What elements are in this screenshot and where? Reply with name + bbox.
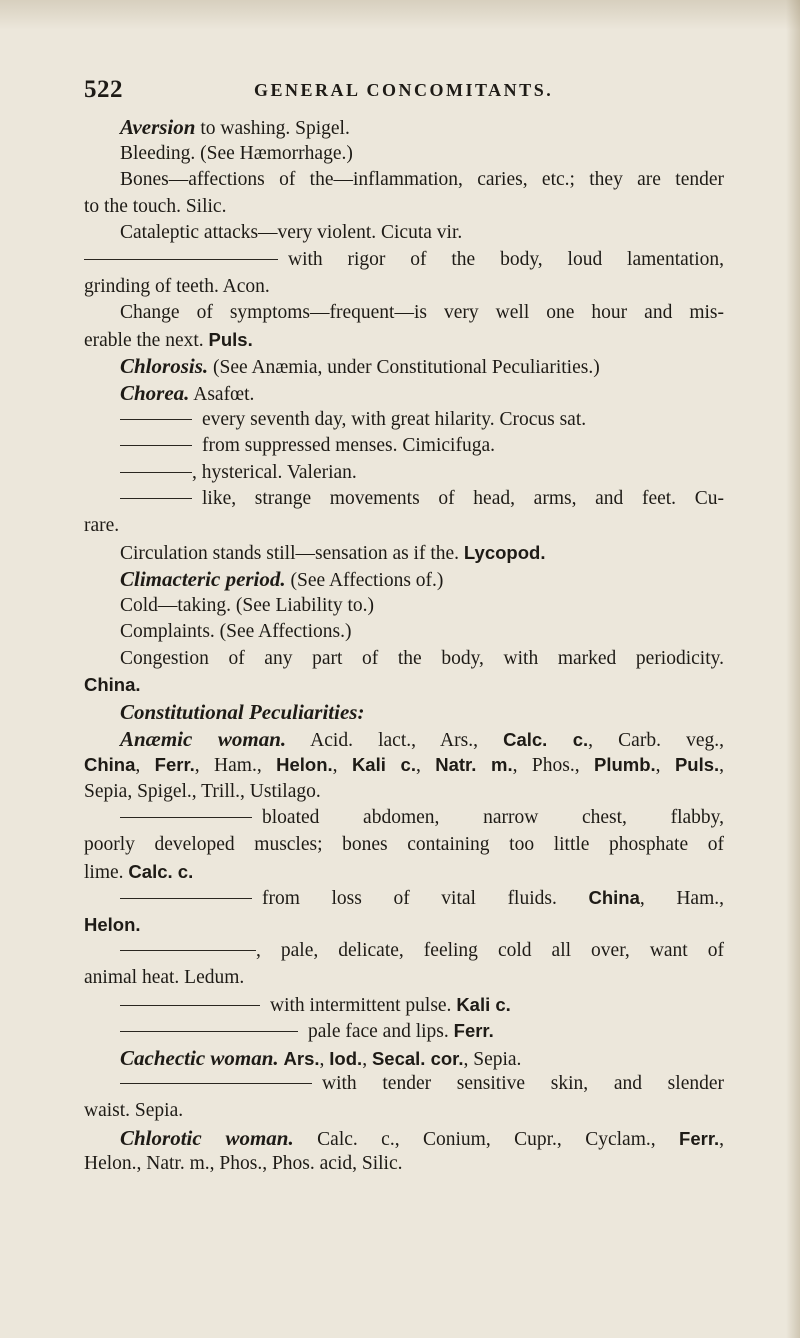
remedy: Helon. bbox=[84, 913, 141, 935]
entry-anaemic: Anæmic woman. Acid. lact., Ars., Calc. c., Carb. veg., bbox=[120, 726, 724, 751]
entry-pulse: with intermittent pulse. Kali c. bbox=[84, 992, 724, 1019]
rubric: Chorea. bbox=[120, 380, 190, 405]
entry-cataleptic-sub-line2: grinding of teeth. Acon. bbox=[84, 275, 270, 297]
page-shadow-top bbox=[0, 0, 800, 30]
entry-complaints: Complaints. (See Affections.) bbox=[120, 621, 352, 643]
ditto-dash bbox=[120, 950, 256, 951]
entry-cataleptic-sub: with rigor of the body, loud lamentation, bbox=[84, 247, 724, 274]
remedy: Kali c. bbox=[456, 993, 511, 1015]
entry-bones-line2: to the touch. Silic. bbox=[84, 195, 227, 217]
entry-bloated: bloated abdomen, narrow chest, flabby, bbox=[84, 805, 724, 832]
rubric: Cachectic woman. bbox=[120, 1045, 279, 1070]
entry-congestion: Congestion of any part of the body, with marked periodicity. bbox=[120, 647, 724, 669]
entry-change-line1: Change of symptoms—frequent—is very well one hour and mis- bbox=[120, 302, 724, 324]
remedy: Calc. c. bbox=[128, 860, 194, 882]
ditto-dash bbox=[120, 817, 252, 818]
running-title: GENERAL CONCOMITANTS. bbox=[254, 80, 554, 100]
rubric: Anæmic woman. bbox=[120, 726, 287, 751]
remedy: Ferr. bbox=[453, 1020, 494, 1042]
entry-anaemic-line3: Sepia, Spigel., Trill., Ustilago. bbox=[84, 780, 321, 802]
ditto-dash bbox=[120, 898, 252, 899]
entry-vital: from loss of vital fluids. China, Ham., bbox=[84, 885, 724, 912]
rubric: Aversion bbox=[120, 115, 196, 139]
entry-cold: Cold—taking. (See Liability to.) bbox=[120, 594, 375, 616]
ditto-dash bbox=[120, 498, 192, 499]
rubric: Climacteric period. bbox=[120, 567, 286, 592]
running-header bbox=[84, 76, 724, 106]
page-body bbox=[84, 114, 724, 1178]
ditto-dash bbox=[120, 445, 192, 446]
entry-anaemic-line2: China, Ferr., Ham., Helon., Kali c., Natr. m., Phos., Plumb., Puls., bbox=[84, 754, 725, 777]
entry-change-line2: erable the next. Puls. bbox=[84, 328, 253, 351]
entry-pale: , pale, delicate, feeling cold all over, want of bbox=[84, 938, 724, 965]
entry-chorea: Chorea. Asafœt. bbox=[120, 380, 255, 405]
entry-bones-line1: Bones—affections of the—inflammation, caries, etc.; they are tender bbox=[120, 169, 724, 191]
page-number: 522 bbox=[84, 76, 123, 103]
entry-chorea-2: from suppressed menses. Cimicifuga. bbox=[84, 433, 724, 460]
remedy: Lycopod. bbox=[463, 541, 546, 563]
entry-chorea-4: like, strange movements of head, arms, and feet. Cu- bbox=[84, 486, 724, 513]
ditto-dash bbox=[120, 1005, 260, 1006]
ditto-dash bbox=[120, 1031, 298, 1032]
entry-climacteric: Climacteric period. (See Affections of.) bbox=[120, 567, 444, 592]
entry-chorea-1: every seventh day, with great hilarity. Crocus sat. bbox=[84, 407, 724, 434]
entry-chlorosis: Chlorosis. (See Anæmia, under Constitutional Peculiarities.) bbox=[120, 354, 600, 379]
entry-circulation: Circulation stands still—sensation as if the. Lycopod. bbox=[120, 541, 546, 564]
entry-vital-line2 bbox=[84, 912, 724, 939]
remedy: Puls. bbox=[208, 328, 253, 350]
entry-chorea-4-line2: rare. bbox=[84, 514, 120, 536]
entry-bloated-line2: poorly developed muscles; bones containing too little phosphate of bbox=[84, 834, 724, 856]
section-heading: Constitutional Peculiarities: bbox=[120, 700, 365, 725]
entry-tender-line2: waist. Sepia. bbox=[84, 1099, 184, 1121]
entry-congestion-line2 bbox=[84, 672, 724, 699]
entry-cataleptic: Cataleptic attacks—very violent. Cicuta vir. bbox=[120, 222, 463, 244]
ditto-dash bbox=[84, 259, 278, 260]
entry-chlorotic: Chlorotic woman. Calc. c., Conium, Cupr., Cyclam., Ferr., bbox=[120, 1125, 725, 1150]
entry-aversion: Aversion to washing. Spigel. bbox=[120, 115, 350, 139]
entry-tender: with tender sensitive skin, and slender bbox=[84, 1071, 724, 1098]
ditto-dash bbox=[120, 419, 192, 420]
entry-bloated-line3: lime. Calc. c. bbox=[84, 860, 194, 883]
entry-bleeding: Bleeding. (See Hæmorrhage.) bbox=[120, 142, 353, 164]
entry-cachectic: Cachectic woman. Ars., Iod., Secal. cor., Sepia. bbox=[120, 1045, 522, 1070]
entry-chorea-3: , hysterical. Valerian. bbox=[84, 460, 724, 487]
entry-lips: pale face and lips. Ferr. bbox=[84, 1018, 724, 1045]
ditto-dash bbox=[120, 472, 192, 473]
ditto-dash bbox=[120, 1083, 312, 1084]
rubric: Chlorotic woman. bbox=[120, 1125, 294, 1150]
entry-chlorotic-line2: Helon., Natr. m., Phos., Phos. acid, Silic. bbox=[84, 1153, 403, 1175]
remedy: China. bbox=[84, 674, 141, 696]
entry-pale-line2: animal heat. Ledum. bbox=[84, 967, 245, 988]
page-shadow-right bbox=[786, 0, 800, 1338]
rubric: Chlorosis. bbox=[120, 354, 209, 379]
section-constitutional bbox=[84, 699, 724, 726]
